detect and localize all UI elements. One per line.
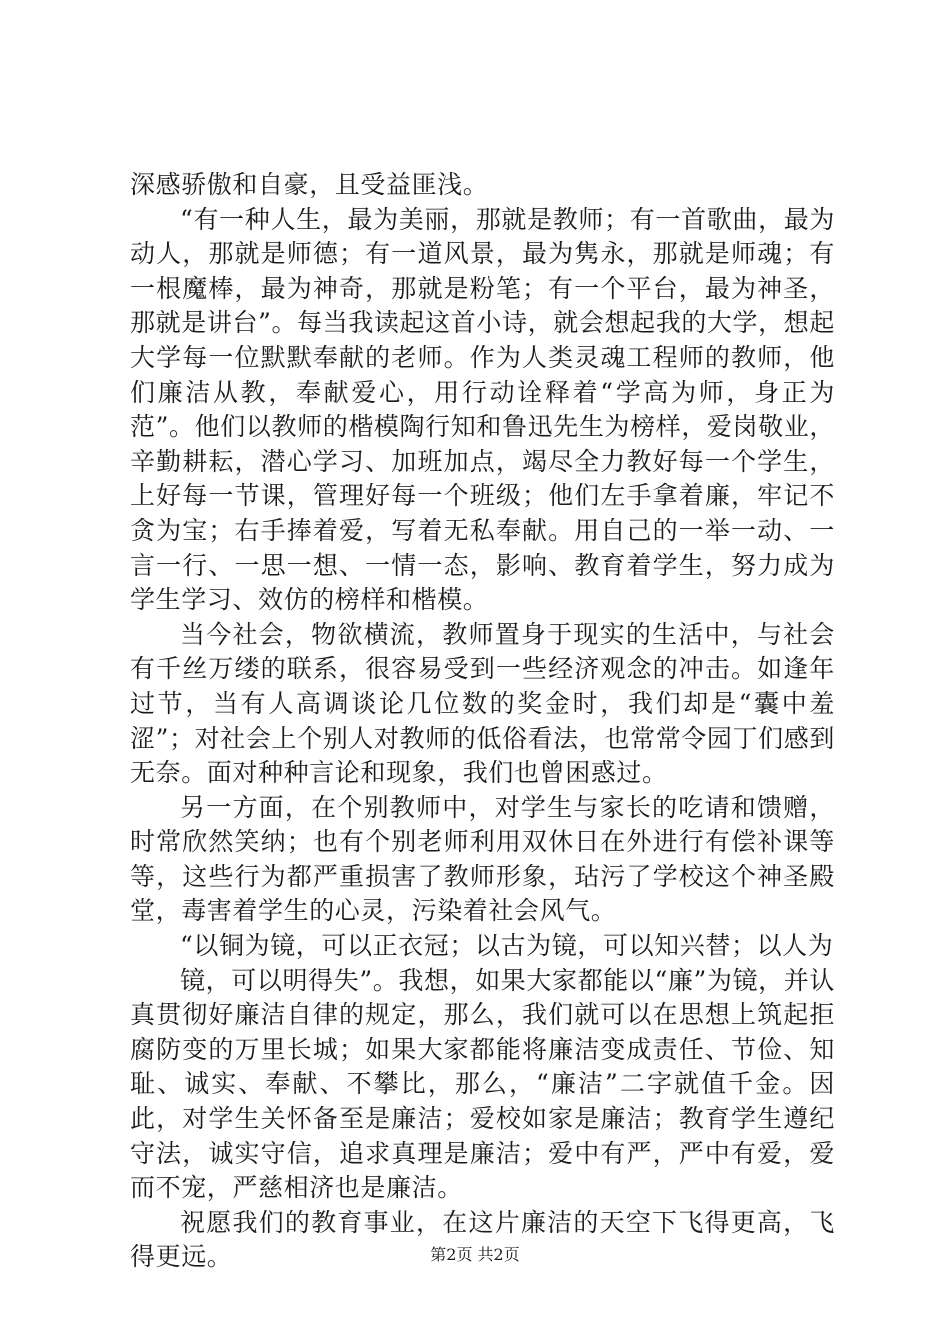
paragraph: 当今社会，物欲横流，教师置身于现实的生活中，与社会有千丝万缕的联系，很容易受到一些经济观念的冲击。如逢年过节，当有人高调谈论几位数的奖金时，我们却是“囊中羞涩”；对社会上个别人对教师的低俗看法，也常常令园丁们感到无奈。面对种种言论和现象，我们也曾困惑过。 bbox=[130, 619, 835, 788]
paragraph: 祝愿我们的教育事业，在这片廉洁的天空下飞得更高，飞得更远。 bbox=[130, 1207, 835, 1272]
paragraph: 另一方面，在个别教师中，对学生与家长的吃请和馈赠，时常欣然笑纳；也有个别老师利用双休日在外进行有偿补课等等，这些行为都严重损害了教师形象，玷污了学校这个神圣殿堂，毒害着学生的心灵，污染着社会风气。 bbox=[130, 792, 835, 926]
document-body bbox=[130, 168, 835, 1275]
paragraph: “有一种人生，最为美丽，那就是教师；有一首歌曲，最为动人，那就是师德；有一道风景，最为隽永，那就是师魂；有一根魔棒，最为神奇，那就是粉笔；有一个平台，最为神圣，那就是讲台”。每当我读起这首小诗，就会想起我的大学，想起大学每一位默默奉献的老师。作为人类灵魂工程师的教师，他们廉洁从教，奉献爱心，用行动诠释着“学高为师，身正为范”。他们以教师的楷模陶行知和鲁迅先生为榜样，爱岗敬业，辛勤耕耘，潜心学习、加班加点，竭尽全力教好每一个学生，上好每一节课，管理好每一个班级；他们左手拿着廉，牢记不贪为宝；右手捧着爱，写着无私奉献。用自己的一举一动、一言一行、一思一想、一情一态，影响、教育着学生，努力成为学生学习、效仿的榜样和楷模。 bbox=[130, 204, 835, 615]
paragraph: 深感骄傲和自豪，且受益匪浅。 bbox=[130, 170, 489, 199]
paragraph: “以铜为镜，可以正衣冠；以古为镜，可以知兴替；以人为 bbox=[180, 931, 834, 961]
page-number-footer: 第2页 共2页 bbox=[430, 1245, 520, 1264]
paragraph: 镜，可以明得失”。我想，如果大家都能以“廉”为镜，并认真贯彻好廉洁自律的规定，那么，我们就可以在思想上筑起拒腐防变的万里长城；如果大家都能将廉洁变成责任、节俭、知耻、诚实、奉献、不攀比，那么，“廉洁”二字就值千金。因此，对学生关怀备至是廉洁；爱校如家是廉洁；教育学生遵纪守法，诚实守信，追求真理是廉洁；爱中有严，严中有爱，爱而不宠，严慈相济也是廉洁。 bbox=[130, 965, 835, 1203]
